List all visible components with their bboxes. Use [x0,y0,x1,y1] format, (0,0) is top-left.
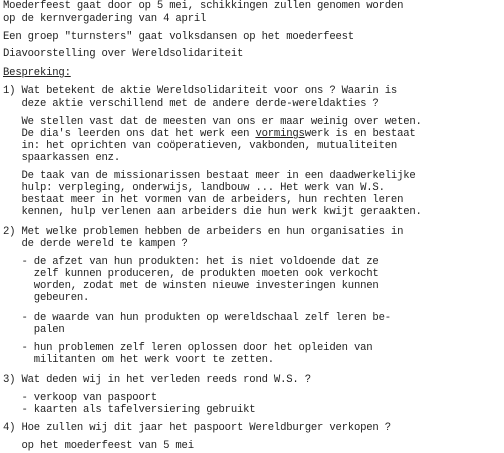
q2-bullet-1-line-2: zelf kunnen produceren, de produkten moeten ook verkocht [3,268,379,280]
q2-bullet-2-line-2: palen [3,324,65,336]
question-1-line-2: deze aktie verschillend met de andere derde-wereldakties ? [3,98,379,110]
q1-answer-2-line-4: kennen, hulp verlenen aan arbeiders die hun werk kwijt geraakten. [3,206,422,218]
q2-bullet-2-line-1: - de waarde van hun produkten op wereldschaal zelf leren be- [3,312,391,324]
q2-bullet-1-line-4: gebeuren. [3,292,90,304]
vormings-underlined: vormings [255,128,305,140]
question-1-line-1: 1) Wat betekent de aktie Wereldsolidariteit voor ons ? Waarin is [3,85,398,97]
bespreking-heading: Bespreking: [3,67,71,79]
intro-line-4: Diavoorstelling over Wereldsolidariteit [3,48,244,60]
question-2-line-2: de derde wereld te kampen ? [3,238,188,250]
q2-bullet-1-line-1: - de afzet van hun produkten: het is niet voldoende dat ze [3,256,379,268]
q1-answer-2-line-3: bestaat meer in het vormen van de arbeiders, hun rechten leren [3,194,404,206]
q1-answer-2-line-1: De taak van de missionarissen bestaat meer in een daadwerkelijke [3,170,416,182]
q1-answer-1-line-4: spaarkassen enz. [3,152,120,164]
question-2-line-1: 2) Met welke problemen hebben de arbeiders en hun organisaties in [3,226,404,238]
intro-line-3: Een groep "turnsters" gaat volksdansen op het moederfeest [3,31,354,43]
q1-answer-1-line-1: We stellen vast dat de meesten van ons er maar weinig over weten. [3,116,422,128]
q1-answer-1-line-2 [3,128,416,140]
question-3-line-1: 3) Wat deden wij in het verleden reeds rond W.S. ? [3,374,311,386]
intro-line-1: Moederfeest gaat door op 5 mei, schikkingen zullen genomen worden [3,0,404,12]
q2-bullet-1-line-3: worden, zodat met de winsten nieuwe investeringen kunnen [3,280,379,292]
q1-answer-1-line-2b: werk is en bestaat [304,128,416,140]
q2-bullet-3-line-2: militanten om het werk voort te zetten. [3,354,274,366]
q1-answer-1-line-2a: De dia's leerden ons dat het werk een [3,128,256,140]
q1-answer-1-line-3: in: het oprichten van coöperatieven, vakbonden, mutualiteiten [3,140,398,152]
q1-answer-2-line-2: hulp: verpleging, onderwijs, landbouw ... Het werk van W.S. [3,182,385,194]
q3-bullet-1: - verkoop van paspoort [3,392,157,404]
question-4-line-2: op het moederfeest van 5 mei [3,440,194,452]
q2-bullet-3-line-1: - hun problemen zelf leren oplossen door het opleiden van [3,342,373,354]
intro-line-2: op de kernvergadering van 4 april [3,13,207,25]
question-4-line-1: 4) Hoe zullen wij dit jaar het paspoort Wereldburger verkopen ? [3,422,391,434]
q3-bullet-2: - kaarten als tafelversiering gebruikt [3,404,256,416]
